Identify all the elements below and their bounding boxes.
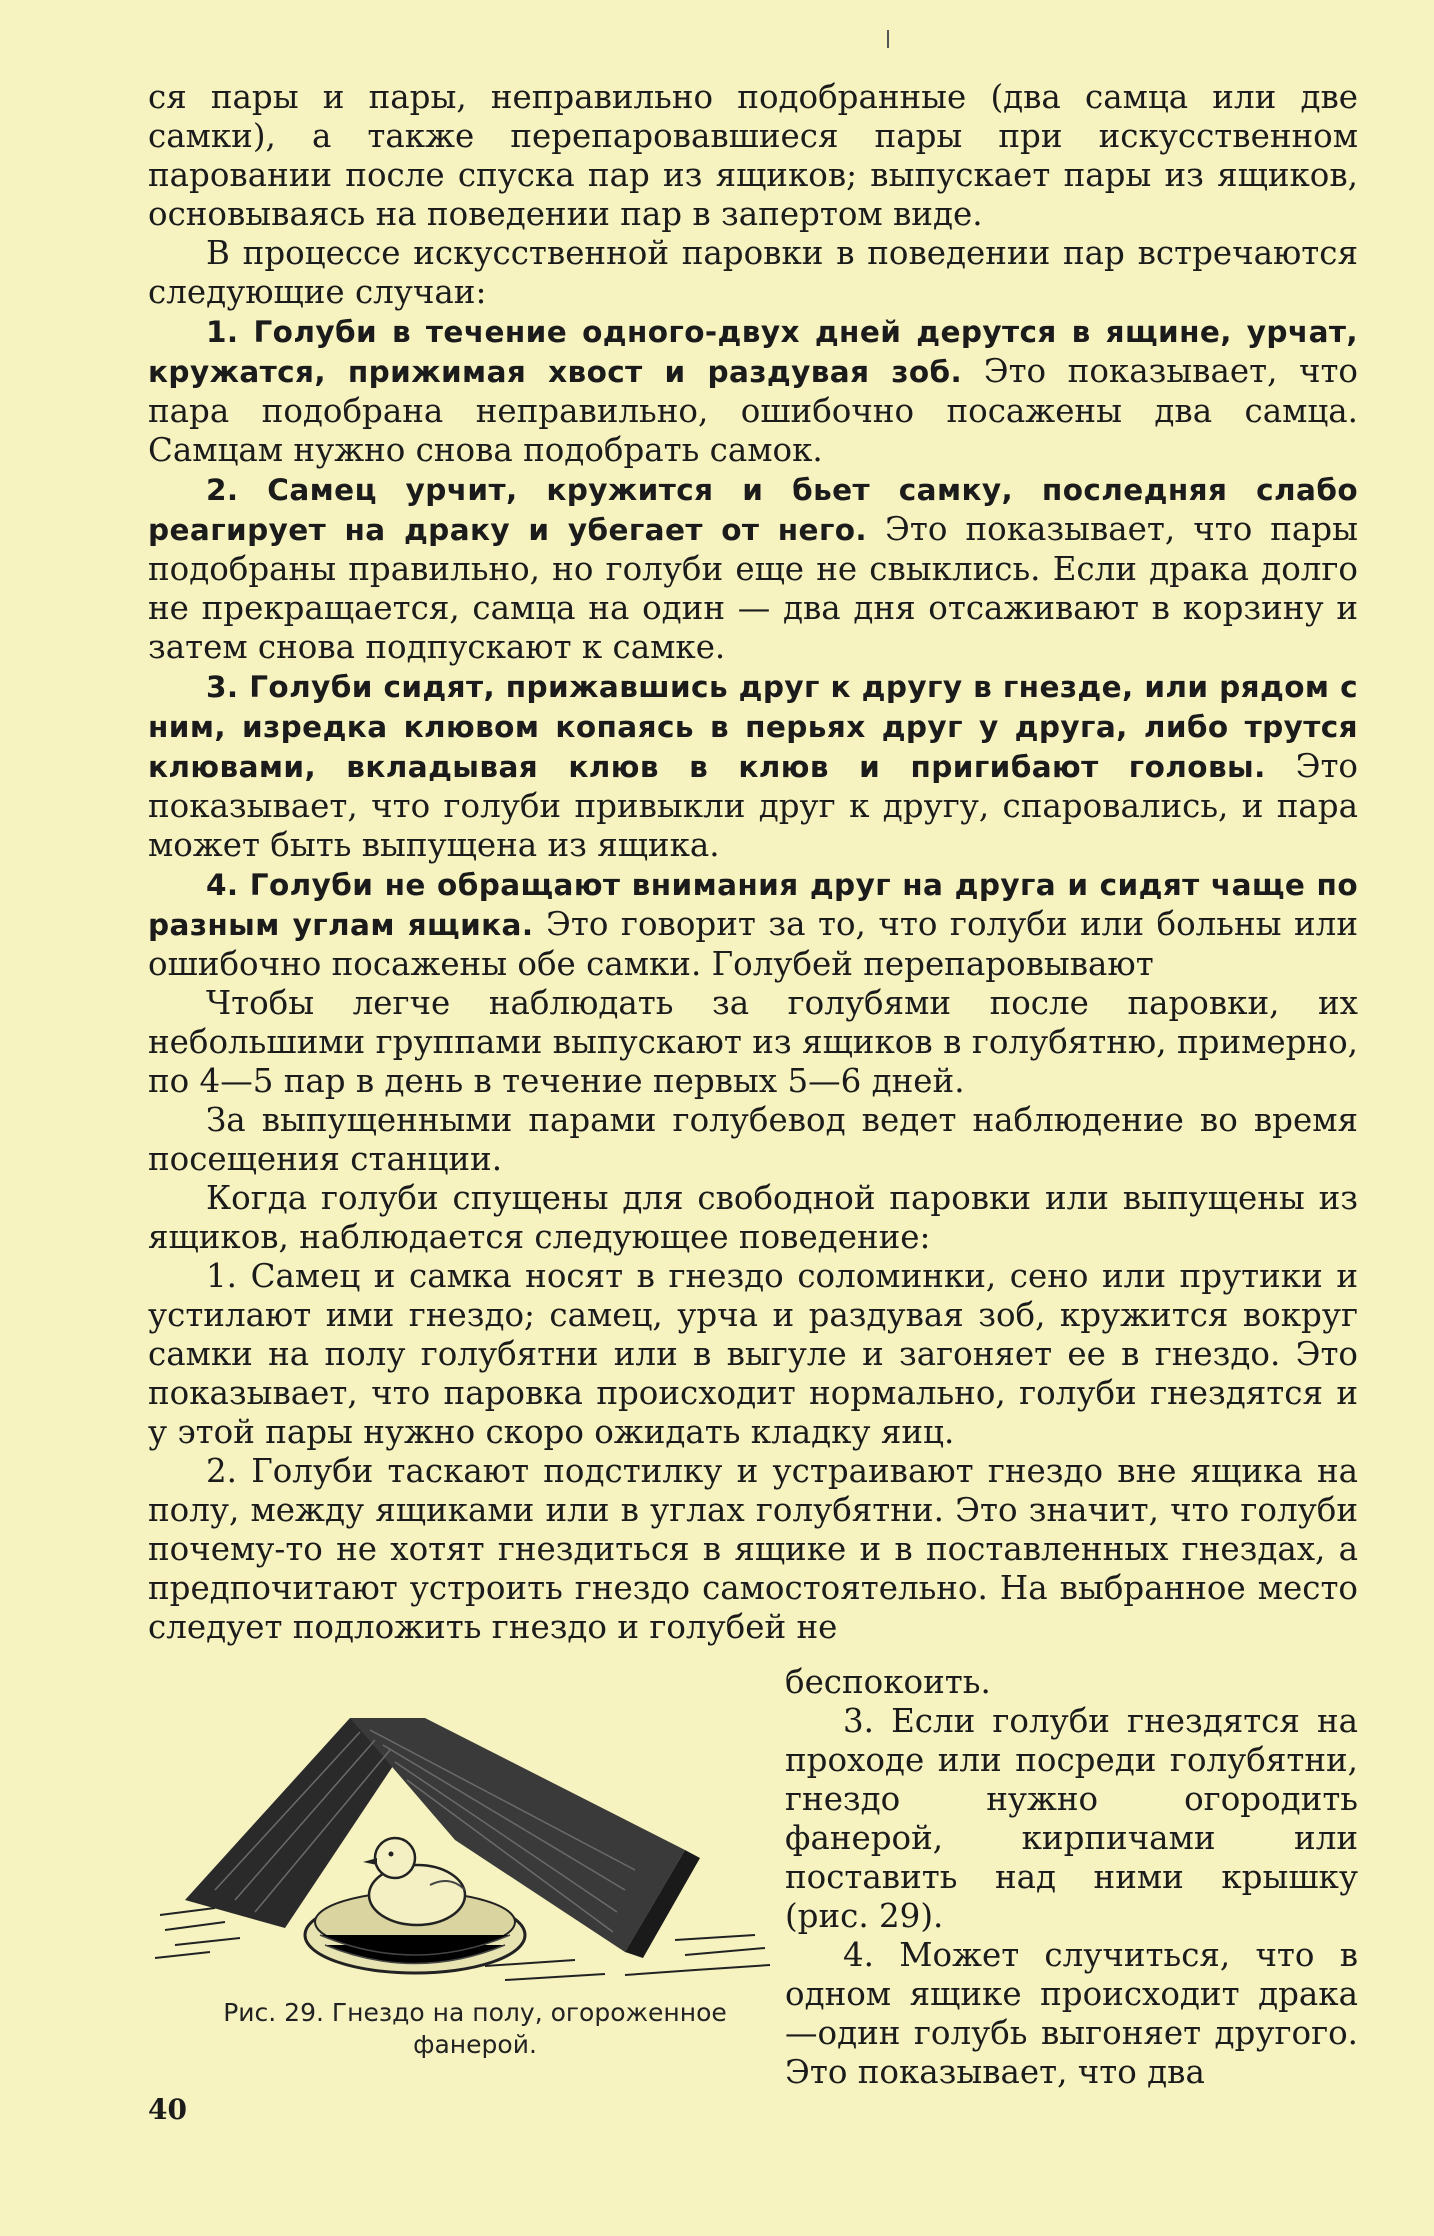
figure-caption: Рис. 29. Гнездо на полу, огороженное фанерой. xyxy=(223,1998,727,2059)
case-2-text: Это показывает, что пары подобраны правильно, но голуби еще не свыклись. Если драка долго не прекращается, самца на один — два дня отсаживают в корзину и затем снова подпускают к самке. xyxy=(148,510,1358,666)
case-2 xyxy=(148,470,1358,667)
paragraph-behavior-intro: Когда голуби спущены для свободной паровки или выпущены из ящиков, наблюдается следующее поведение: xyxy=(148,1179,1358,1256)
case-4-text: Это говорит за то, что голуби или больны или ошибочно посажены обе самки. Голубей перепаровывают xyxy=(148,905,1358,983)
case-3 xyxy=(148,667,1358,865)
behavior-4: 4. Может случиться, что в одном ящике происходит драка—один голубь выгоняет другого. Это показывает, что два xyxy=(785,1936,1358,2091)
page-mark xyxy=(887,30,889,48)
pigeon-in-nest xyxy=(363,1838,465,1925)
paragraph-release: Чтобы легче наблюдать за голубями после паровки, их небольшими группами выпускают из ящиков в голубятню, примерно, по 4—5 пар в день в течение первых 5—6 дней. xyxy=(148,984,1358,1100)
nest-figure xyxy=(155,1690,775,1990)
paragraph-continuation: ся пары и пары, неправильно подобранные (два самца или две самки), а также перепаровавшиеся пары при искусственном паровании после спуска пар из ящиков; выпускает пары из ящиков, основываясь на поведении пар в запертом виде. xyxy=(148,78,1358,233)
behavior-2-end: беспокоить. xyxy=(785,1663,991,1701)
paragraph-observation: За выпущенными парами голубевод ведет наблюдение во время посещения станции. xyxy=(148,1101,1358,1178)
right-text-column xyxy=(785,1663,1358,2092)
behavior-1: 1. Самец и самка носят в гнездо соломинки, сено или прутики и устилают ими гнездо; самец, урча и раздувая зоб, кружится вокруг самки на полу голубятни или в выгуле и загоняет ее в гнездо. Это показывает, что паровка происходит нормально, голуби гнездятся и у этой пары нужно скоро ожидать кладку яиц. xyxy=(148,1257,1358,1451)
case-2-bold: 2. Самец урчит, кружится и бьет самку, последняя слабо реагирует на драку и убегает от него. xyxy=(148,473,1358,547)
case-4-bold: 4. Голуби не обращают внимания друг на друга и сидят чаще по разным углам ящика. xyxy=(148,868,1358,942)
case-3-bold: 3. Голуби сидят, прижавшись друг к другу в гнезде, или рядом с ним, изредка клювом копаясь в перьях друг у друга, либо трутся клювами, вкладывая клюв в клюв и пригибают головы. xyxy=(148,670,1358,784)
case-3-text: Это показывает, что голуби привыкли друг к другу, спаровались, и пара может быть выпущена из ящика. xyxy=(148,747,1358,864)
paragraph-intro: В процессе искусственной паровки в поведении пар встречаются следующие случаи: xyxy=(148,234,1358,311)
main-text-column xyxy=(148,78,1358,1647)
case-4 xyxy=(148,865,1358,984)
case-1-bold: 1. Голуби в течение одного-двух дней дерутся в ящине, урчат, кружатся, прижимая хвост и раздувая зоб. xyxy=(148,315,1358,389)
behavior-2: 2. Голуби таскают подстилку и устраивают гнездо вне ящика на полу, между ящиками или в углах голубятни. Это значит, что голуби почему-то не хотят гнездиться в ящике и в поставленных гнездах, а предпочитают устроить гнездо самостоятельно. На выбранное место следует подложить гнездо и голубей не xyxy=(148,1452,1358,1646)
case-1-text: Это показывает, что пара подобрана неправильно, ошибочно посажены два самца. Самцам нужно снова подобрать самок. xyxy=(148,352,1358,469)
case-1 xyxy=(148,312,1358,470)
behavior-3: 3. Если голуби гнездятся на проходе или посреди голубятни, гнездо нужно огородить фанерой, кирпичами или поставить над ними крышку (рис. 29). xyxy=(785,1702,1358,1935)
page-number: 40 xyxy=(148,2093,187,2126)
